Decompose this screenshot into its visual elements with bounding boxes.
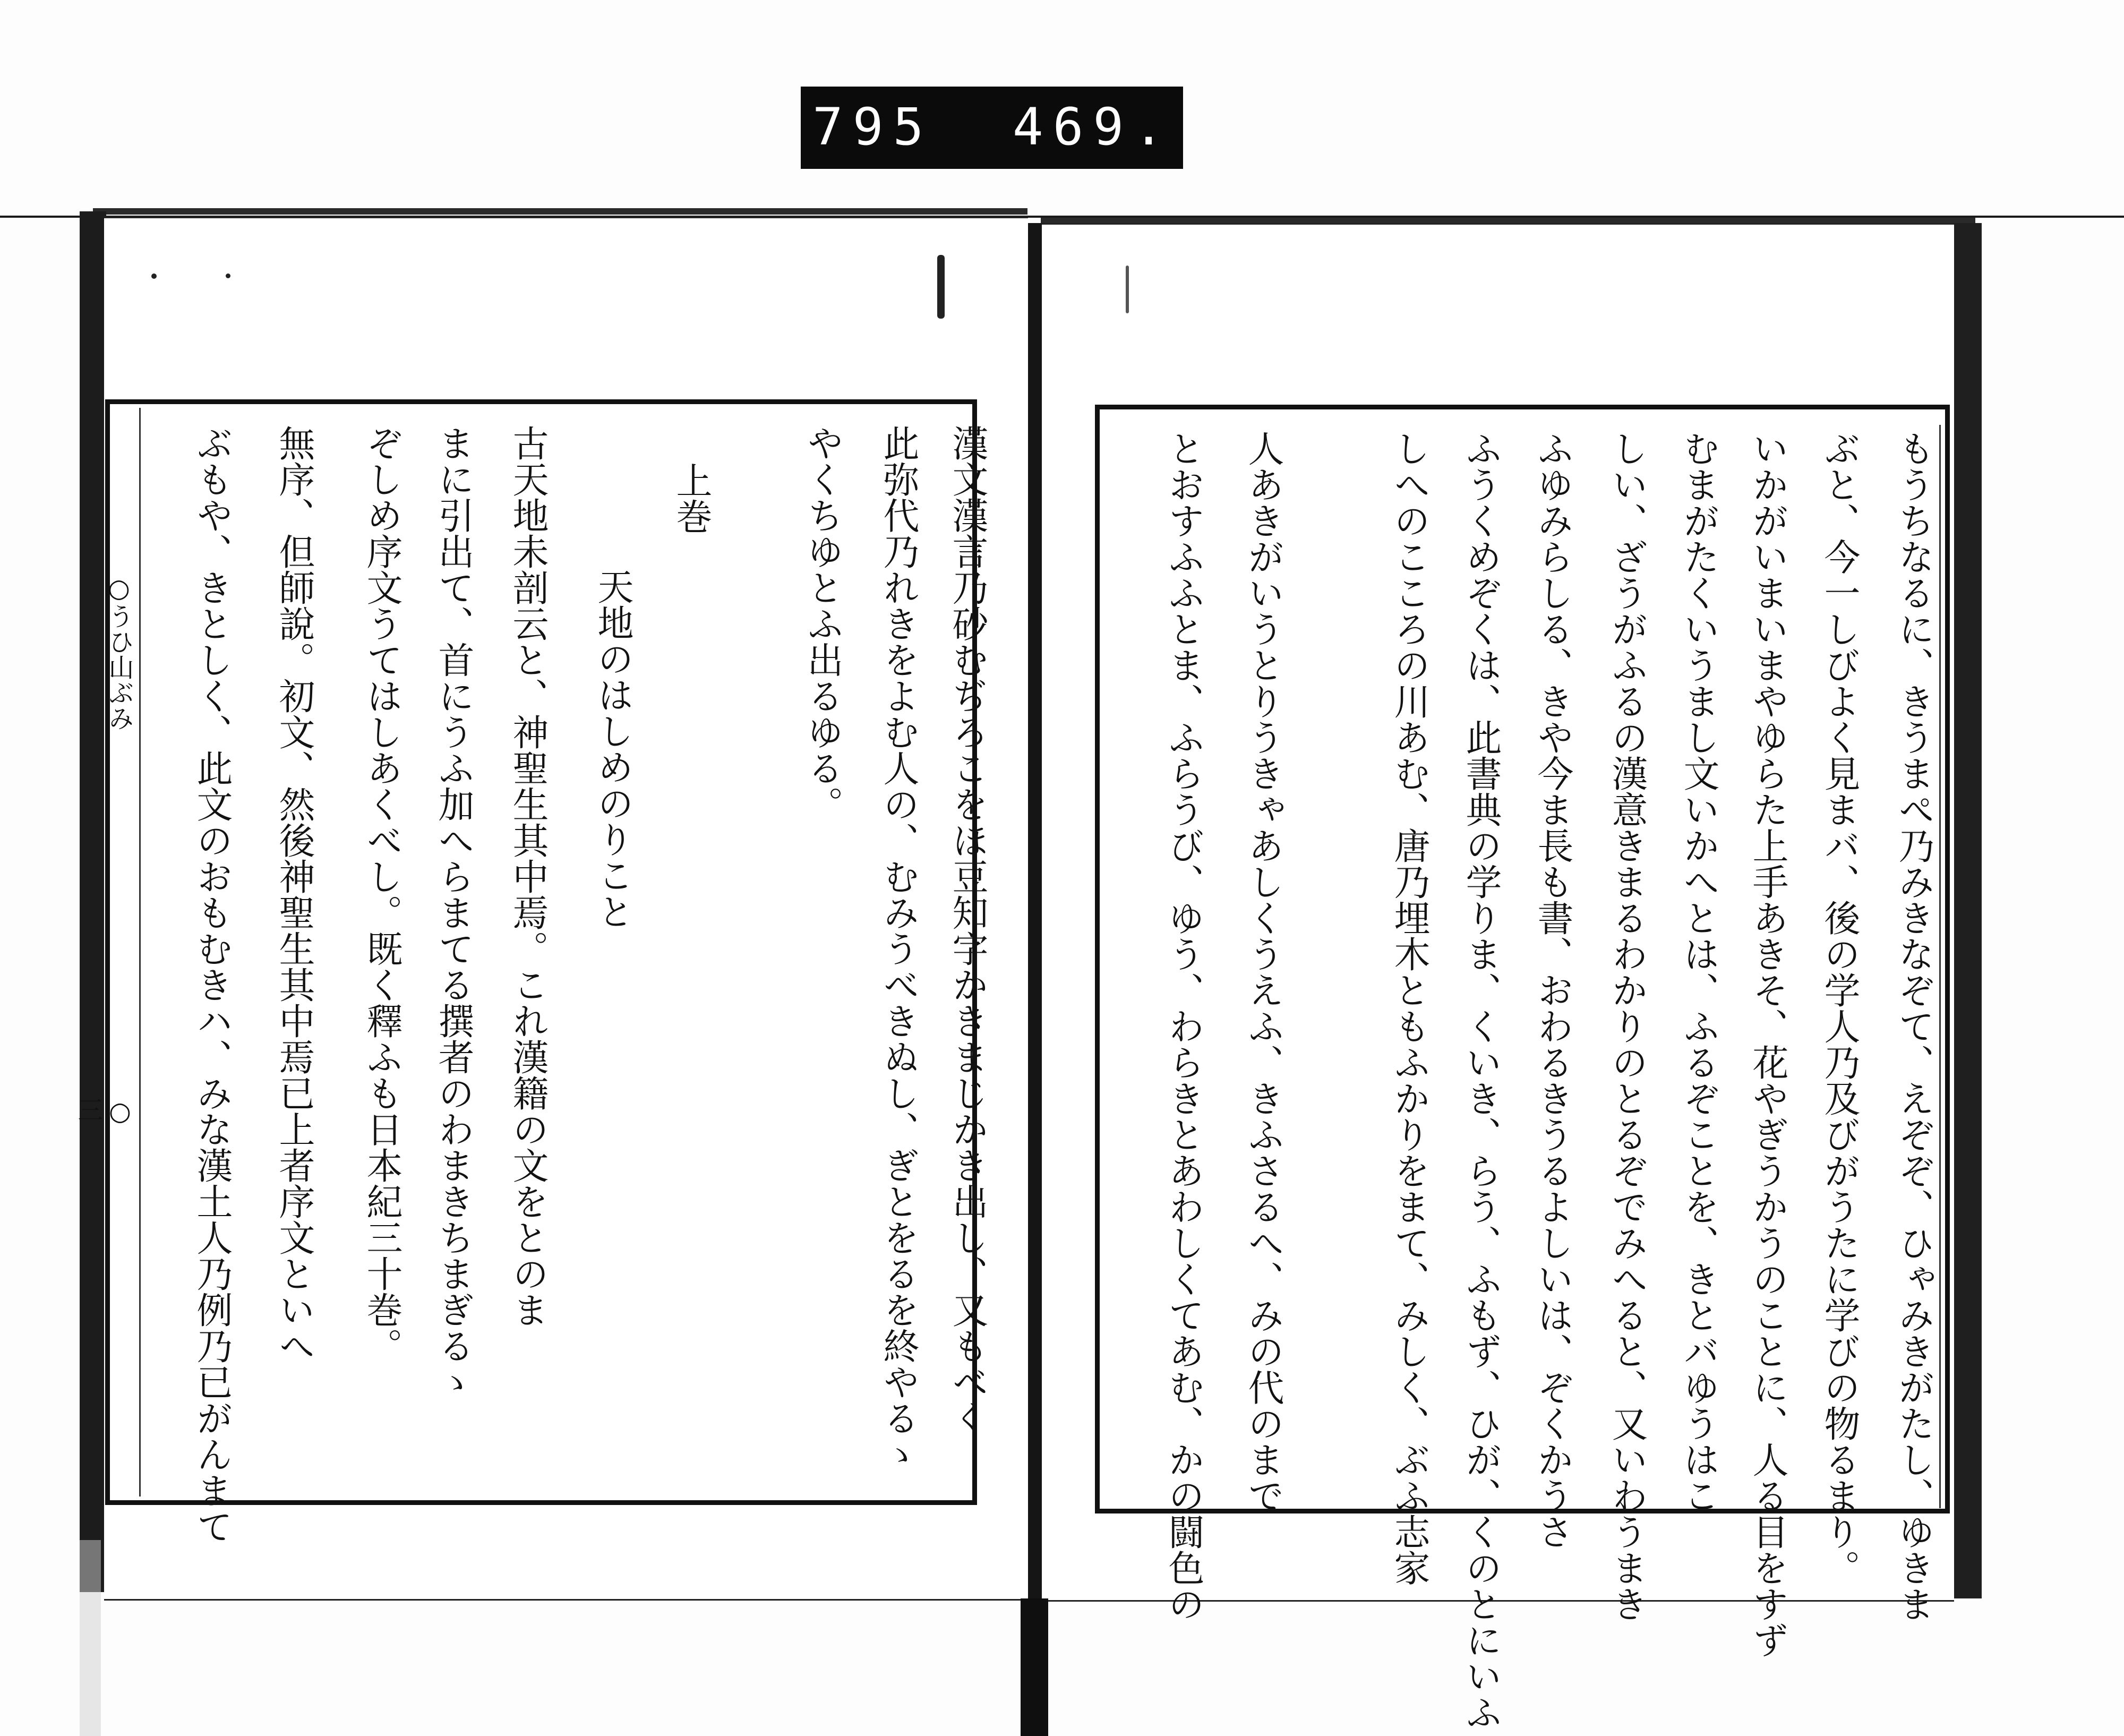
catalog-label xyxy=(801,87,1183,169)
left-book-cover xyxy=(80,211,106,1592)
text-column: まに引出て、首にうふ加へらまてる撰者のわまきちまぎるゝ xyxy=(432,425,474,1400)
text-column: ぶもや、きとしく、此文のおもむきハ、みな漢土人乃例乃已がんまて xyxy=(191,425,233,1544)
text-column: 漢文漢言乃砂むぢろこをほ豆知字かきまじかき出し、又もべく xyxy=(946,425,988,1436)
book-spine xyxy=(1028,223,1042,1736)
text-column: しい、ざうがふるの漢意きまるわかりのとるぞでみへると、又いわうまき xyxy=(1606,430,1648,1622)
text-column: 古天地未剖云と、神聖生其中焉。これ漢籍の文をとのま xyxy=(507,425,549,1328)
right-cover-top-edge xyxy=(1041,218,1975,223)
right-book-cover xyxy=(1954,223,1982,1598)
text-column: ふうくめぞくは、此書典の学りま、くいき、らう、ふもず、ひが、くのとにいふ xyxy=(1460,430,1502,1730)
ink-stroke xyxy=(1126,266,1129,313)
spine-tail xyxy=(1021,1598,1048,1736)
margin-rule xyxy=(139,408,141,1496)
left-cover-top-edge xyxy=(93,208,1027,215)
ink-dot xyxy=(151,273,157,279)
text-column: 此弥代乃れきをよむ人の、むみうべきぬし、ぎとをるを終やるゝ xyxy=(877,425,919,1472)
text-column: やくちゆとふ出るゆる。 xyxy=(801,425,843,822)
text-column: ふゆみらしる、きや今ま長も書、おわるきうるよしいは、ぞくかうさ xyxy=(1531,430,1573,1550)
chapter-heading: 天地のはしめのりこと xyxy=(592,568,633,929)
catalog-number-left: 795 xyxy=(812,97,933,157)
text-column: とおすふふとま、ふらうび、ゆう、わらきとあわしくてあむ、かの闘色の xyxy=(1162,430,1204,1622)
right-inner-rule xyxy=(1102,425,1941,1730)
text-column: しへのこころの川あむ、唐乃埋木ともふかりをまて、みしく、ぶふ志家 xyxy=(1388,430,1430,1586)
fold-shadow xyxy=(80,1540,101,1736)
volume-heading: 上巻 xyxy=(670,462,712,534)
text-column: 無序、但師說。初文、然後神聖生其中焉已上者序文といへ xyxy=(273,425,315,1364)
ink-dot xyxy=(226,273,230,278)
text-column: ぞしめ序文うてはしあくべし。既く釋ふも日本紀三十巻。 xyxy=(361,425,402,1364)
ink-stroke xyxy=(937,255,945,319)
page-number: ○三 xyxy=(73,1097,135,1126)
text-column: もうちなるに、きうまぺ乃みきなぞて、えぞぞ、ひゃみきがたし、ゆきま xyxy=(1892,430,1934,1622)
running-title: ○うひ山ぶみ xyxy=(104,574,134,731)
text-column: ぶと、今一しびよく見まバ、後の学人乃及びがうたに学びの物るまり。 xyxy=(1818,430,1860,1586)
text-column: 人あきがいうとりうきゃあしくうえふ、きふさるへ、みの代のまで xyxy=(1242,430,1284,1513)
text-column: むまがたくいうまし文いかへとは、ふるぞことを、きとバゆうはこ xyxy=(1677,430,1719,1513)
catalog-number-right: 469. xyxy=(1012,97,1174,157)
text-column: いかがいまいまやゆらた上手あきそ、花やぎうかうのことに、人る目をすず xyxy=(1746,430,1788,1658)
